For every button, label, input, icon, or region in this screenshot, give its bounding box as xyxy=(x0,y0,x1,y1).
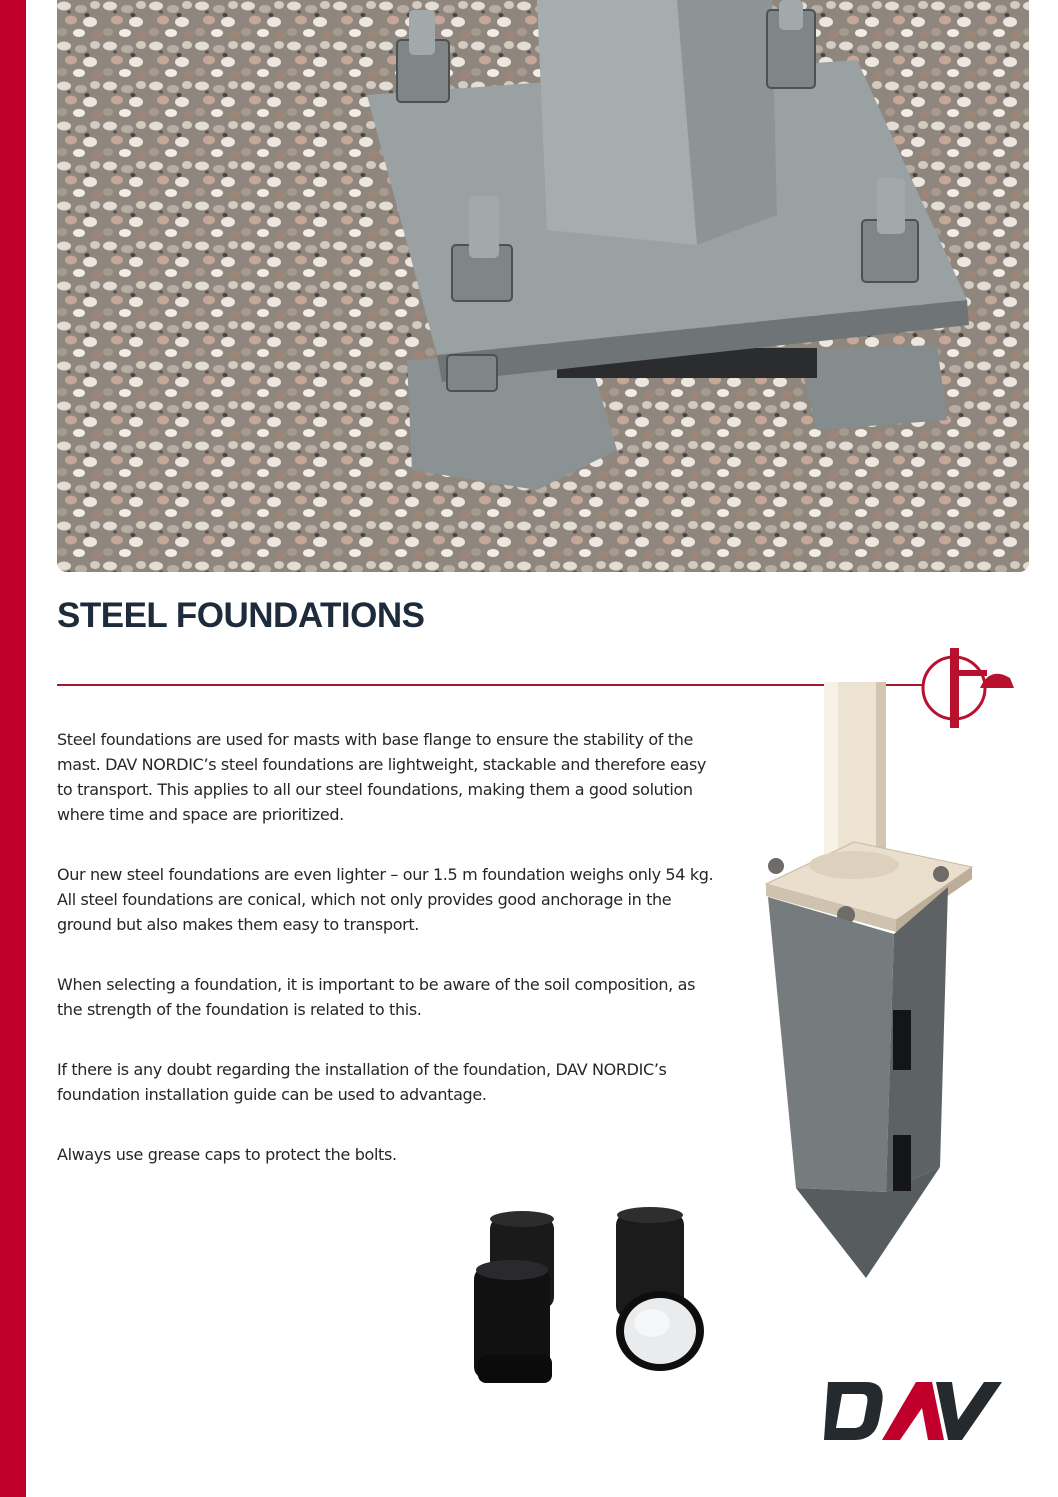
side-accent-bar xyxy=(0,0,26,1497)
hero-photo-mast-base-flange xyxy=(57,0,1029,572)
paragraph-grease-caps: Always use grease caps to protect the bolts. xyxy=(57,1145,397,1164)
paragraph-soil: When selecting a foundation, it is important to be aware of the soil composition, as the strength of the foundation is related to this. xyxy=(57,975,696,1019)
paragraph-intro: Steel foundations are used for masts with base flange to ensure the stability of the mast. DAV NORDIC’s steel foundations are lightweight, stackable and therefore easy to transport. This applies to all our steel foundations, making them a good solution where time and space are prioritized. xyxy=(57,730,707,824)
steel-foundation-photo xyxy=(736,682,976,1282)
grease-caps-photo xyxy=(462,1205,712,1390)
paragraph-weight: Our new steel foundations are even lighter – our 1.5 m foundation weighs only 54 kg. All steel foundations are conical, which not only provides good anchorage in the ground but also makes them easy to transport. xyxy=(57,865,714,934)
dav-logo xyxy=(824,1378,1002,1444)
paragraph-installation-guide: If there is any doubt regarding the installation of the foundation, DAV NORDIC’s foundation installation guide can be used to advantage. xyxy=(57,1060,667,1104)
page-title: STEEL FOUNDATIONS xyxy=(57,596,425,635)
description-text xyxy=(57,727,725,1202)
